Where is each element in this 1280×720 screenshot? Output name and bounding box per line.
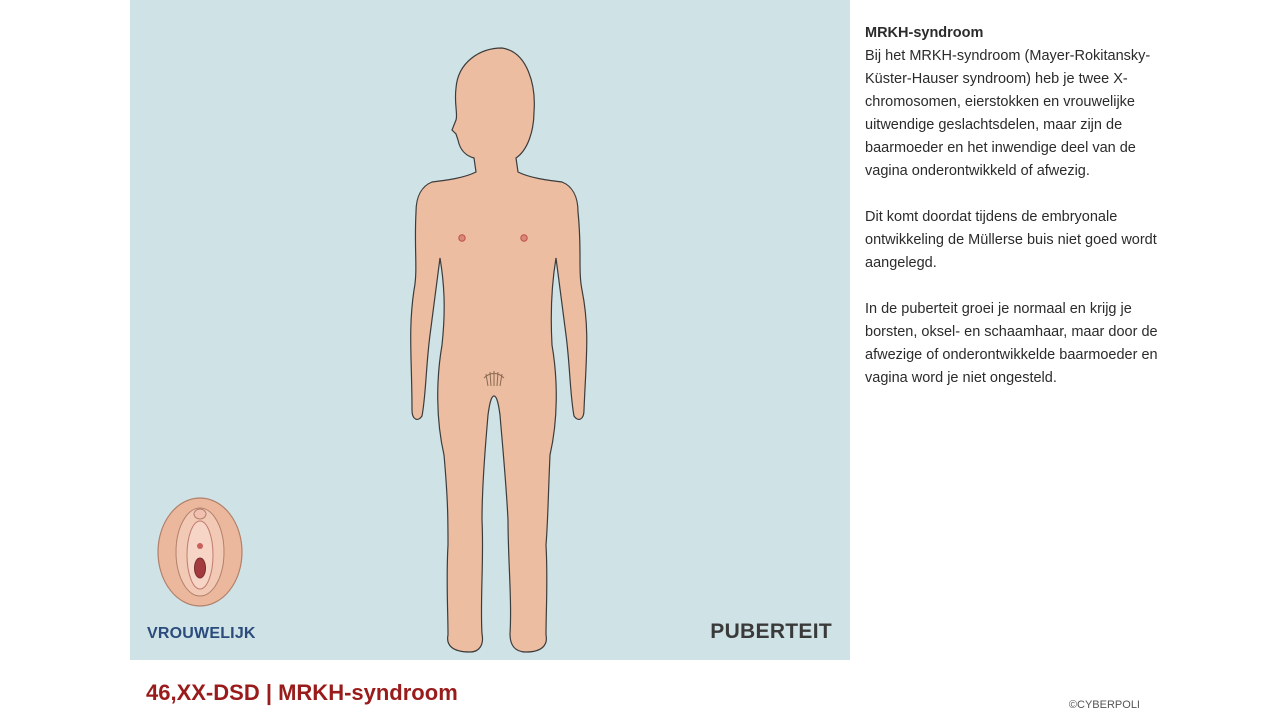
illustration-svg [130,0,850,660]
description-paragraph: Dit komt doordat tijdens de embryonale ontwikkeling de Müllerse buis niet goed wordt aangelegd. [865,209,1157,271]
vulva-anatomy-illustration [158,498,242,606]
illustration-panel [130,0,850,660]
description-panel [865,22,1165,413]
nipple-left [459,235,465,241]
description-paragraph: Bij het MRKH-syndroom (Mayer-Rokitansky-Küster-Hauser syndroom) heb je twee X- chromosomen, eierstokken en vrouwelijke uitwendige geslachtsdelen, maar zijn de baarmoeder en het inwendige deel van de vagina onderontwikkeld of afwezig. [865,48,1151,179]
copyright-notice: ©CYBERPOLI [1068,699,1140,711]
category-label: VROUWELIJK [147,625,256,642]
stage-label: PUBERTEIT [710,620,832,643]
page-title: 46,XX-DSD | MRKH-syndroom [146,680,458,705]
nipple-right [521,235,527,241]
description-heading: MRKH-syndroom [865,25,984,41]
human-body-figure [411,48,587,652]
description-paragraph: In de puberteit groei je normaal en krijg je borsten, oksel- en schaamhaar, maar door de afwezige of onderontwikkelde baarmoeder en vagina word je niet ongesteld. [865,301,1158,386]
